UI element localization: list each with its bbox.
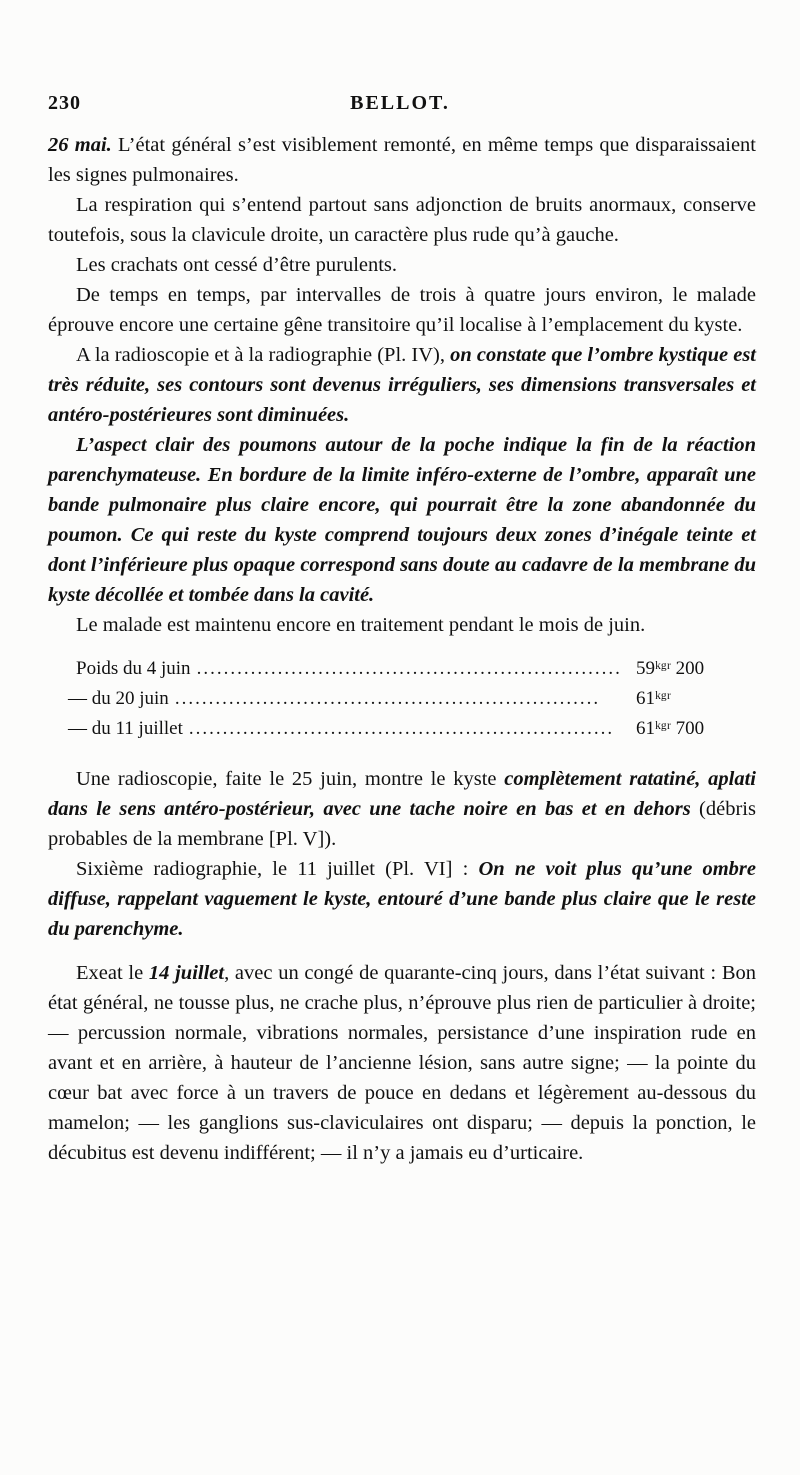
weight-row xyxy=(48,654,756,684)
paragraph-2: La respiration qui s’entend partout sans adjonction de bruits anormaux, conserve toutefois, sous la clavicule droite, un caractère plus rude qu’à gauche. xyxy=(48,194,756,246)
paragraph-8-text: Une radioscopie, faite le 25 juin, montre le kyste xyxy=(76,768,505,790)
paragraph-10-body: , avec un congé de quarante-cinq jours, dans l’état suivant : Bon état général, ne tousse plus, ne crache plus, n’éprouve plus rien de particulier à droite; — percussion normale, vibrations normales, persistance d’une inspiration rude en avant et en arrière, à hauteur de l’ancienne lésion, sans autre signe; — la pointe du cœur bat avec force à un travers de pouce en dedans et légèrement au-dessous du mamelon; — les ganglions sus-claviculaires ont disparu; — depuis la ponction, le décubitus est devenu indifférent; — il n’y a jamais eu d’urticaire. xyxy=(48,962,756,1164)
paragraph-5 xyxy=(48,340,756,430)
dot-leader: ............................................................... xyxy=(188,718,615,739)
paragraph-5-italic: on constate que l’ombre kystique est très réduite, ses contours sont devenus irréguliers, ses dimensions transversales et antéro-postérieures sont diminuées. xyxy=(48,344,756,426)
paragraph-1 xyxy=(48,130,756,190)
paragraph-6: L’aspect clair des poumons autour de la poche indique la fin de la réaction parenchymateuse. En bordure de la limite inféro-externe de l’ombre, apparaît une bande pulmonaire plus claire encore, qui pourrait être la zone abandonnée du poumon. Ce qui reste du kyste comprend toujours deux zones d’inégale teinte et dont l’inférieure plus opaque correspond sans doute au cadavre de la membrane du kyste décollée et tombée dans la cavité. xyxy=(48,434,756,606)
dot-leader: ............................................................... xyxy=(174,688,601,709)
date-26-mai: 26 mai. xyxy=(48,134,112,156)
paragraph-5-text: A la radioscopie et à la radiographie (Pl. IV), xyxy=(76,344,451,366)
weight-value: 59ᵏᵍʳ 200 xyxy=(636,658,705,679)
paragraph-8 xyxy=(48,764,756,854)
date-14-juillet: 14 juillet xyxy=(148,962,225,984)
weights-table xyxy=(48,654,756,744)
paragraph-1-text: L’état général s’est visiblement remonté, en même temps que disparaissaient les signes pulmonaires. xyxy=(48,134,756,186)
paragraph-8-end: (débris probables de la membrane [Pl. V]). xyxy=(48,798,756,850)
page-header xyxy=(48,92,752,122)
paragraph-9-text: Sixième radiographie, le 11 juillet (Pl. VI] : xyxy=(76,858,479,880)
paragraph-10 xyxy=(48,958,756,1168)
weight-value: 61ᵏᵍʳ 700 xyxy=(636,718,705,739)
paragraph-9 xyxy=(48,854,756,944)
weight-label: — du 11 juillet xyxy=(68,718,183,739)
running-head: BELLOT. xyxy=(350,92,450,114)
paragraph-8-italic: complètement ratatiné, aplati dans le sens antéro-postérieur, avec une tache noire en bas et en dehors xyxy=(48,768,756,820)
page-number: 230 xyxy=(48,92,81,114)
paragraph-4: De temps en temps, par intervalles de trois à quatre jours environ, le malade éprouve encore une certaine gêne transitoire qu’il localise à l’emplacement du kyste. xyxy=(48,284,756,336)
weight-value: 61ᵏᵍʳ xyxy=(636,688,671,709)
paragraph-7: Le malade est maintenu encore en traitement pendant le mois de juin. xyxy=(76,614,646,636)
paragraph-3: Les crachats ont cessé d’être purulents. xyxy=(76,254,398,276)
weight-label: Poids du 4 juin xyxy=(76,658,191,679)
paragraph-9-italic: On ne voit plus qu’une ombre diffuse, rappelant vaguement le kyste, entouré d’une bande plus claire que le reste du parenchyme. xyxy=(48,858,756,940)
dot-leader: ............................................................... xyxy=(196,658,622,679)
section-gap xyxy=(48,944,756,958)
weight-label: — du 20 juin xyxy=(68,688,169,709)
weight-row xyxy=(48,714,756,744)
page-body xyxy=(48,130,756,1168)
weight-row xyxy=(48,684,756,714)
paragraph-10-text: Exeat le xyxy=(76,962,149,984)
